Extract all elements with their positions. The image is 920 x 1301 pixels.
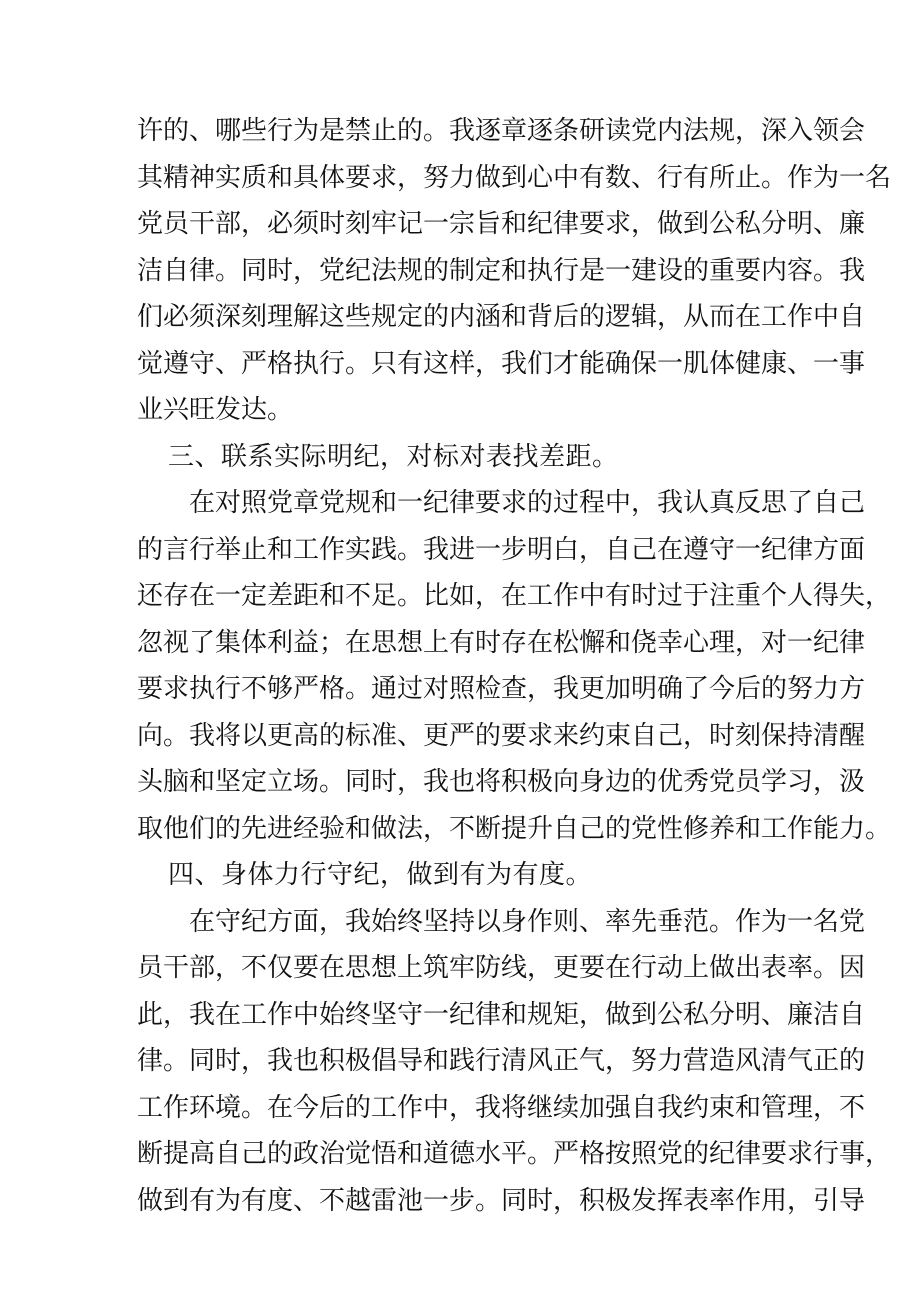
text-line: 业兴旺发达。: [137, 395, 294, 425]
text-line: 洁自律。同时，党纪法规的制定和执行是一建设的重要内容。我: [137, 255, 866, 286]
text-line: 忽视了集体利益；在思想上有时存在松懈和侥幸心理，对一纪律: [137, 627, 866, 658]
text-line: 在守纪方面，我始终坚持以身作则、率先垂范。作为一名党: [189, 906, 866, 937]
text-line: 律。同时，我也积极倡导和践行清风正气，努力营造风清气正的: [137, 1046, 866, 1076]
text-line: 断提高自己的政治觉悟和道德水平。严格按照党的纪律要求行事，: [137, 1139, 892, 1169]
paragraph: [137, 899, 892, 1225]
text-line: 还存在一定差距和不足。比如，在工作中有时过于注重个人得失，: [137, 581, 892, 611]
text-line: 许的、哪些行为是禁止的。我逐章逐条研读党内法规，深入领会: [137, 116, 866, 146]
text-line: 做到有为有度、不越雷池一步。同时，积极发挥表率作用，引导: [137, 1185, 866, 1216]
text-line: 向。我将以更高的标准、更严的要求来约束自己，时刻保持清醒: [137, 720, 866, 751]
text-line: 工作环境。在今后的工作中，我将继续加强自我约束和管理，不: [137, 1092, 866, 1123]
text-line: 的言行举止和工作实践。我进一步明白，自己在遵守一纪律方面: [137, 534, 866, 565]
paragraph: [137, 480, 892, 852]
section-heading-three: 三、联系实际明纪，对标对表找差距。: [168, 441, 619, 472]
section-heading-four: 四、身体力行守纪，做到有为有度。: [168, 860, 593, 890]
text-line: 其精神实质和具体要求，努力做到心中有数、行有所止。作为一名: [137, 162, 892, 193]
paragraph-continued: [137, 108, 892, 434]
text-line: 此，我在工作中始终坚守一纪律和规矩，做到公私分明、廉洁自: [137, 999, 866, 1030]
text-line: 觉遵守、严格执行。只有这样，我们才能确保一肌体健康、一事: [137, 348, 866, 379]
text-line: 党员干部，必须时刻牢记一宗旨和纪律要求，做到公私分明、廉: [137, 209, 866, 239]
document-body: [137, 108, 892, 1224]
text-line: 员干部，不仅要在思想上筑牢防线，更要在行动上做出表率。因: [137, 953, 866, 983]
text-line: 们必须深刻理解这些规定的内涵和背后的逻辑，从而在工作中自: [137, 302, 866, 332]
text-line: 要求执行不够严格。通过对照检查，我更加明确了今后的努力方: [137, 674, 866, 704]
text-line: 在对照党章党规和一纪律要求的过程中，我认真反思了自己: [189, 488, 866, 518]
text-line: 取他们的先进经验和做法，不断提升自己的党性修养和工作能力。: [137, 813, 892, 844]
text-line: 头脑和坚定立场。同时，我也将积极向身边的优秀党员学习，汲: [137, 767, 866, 797]
